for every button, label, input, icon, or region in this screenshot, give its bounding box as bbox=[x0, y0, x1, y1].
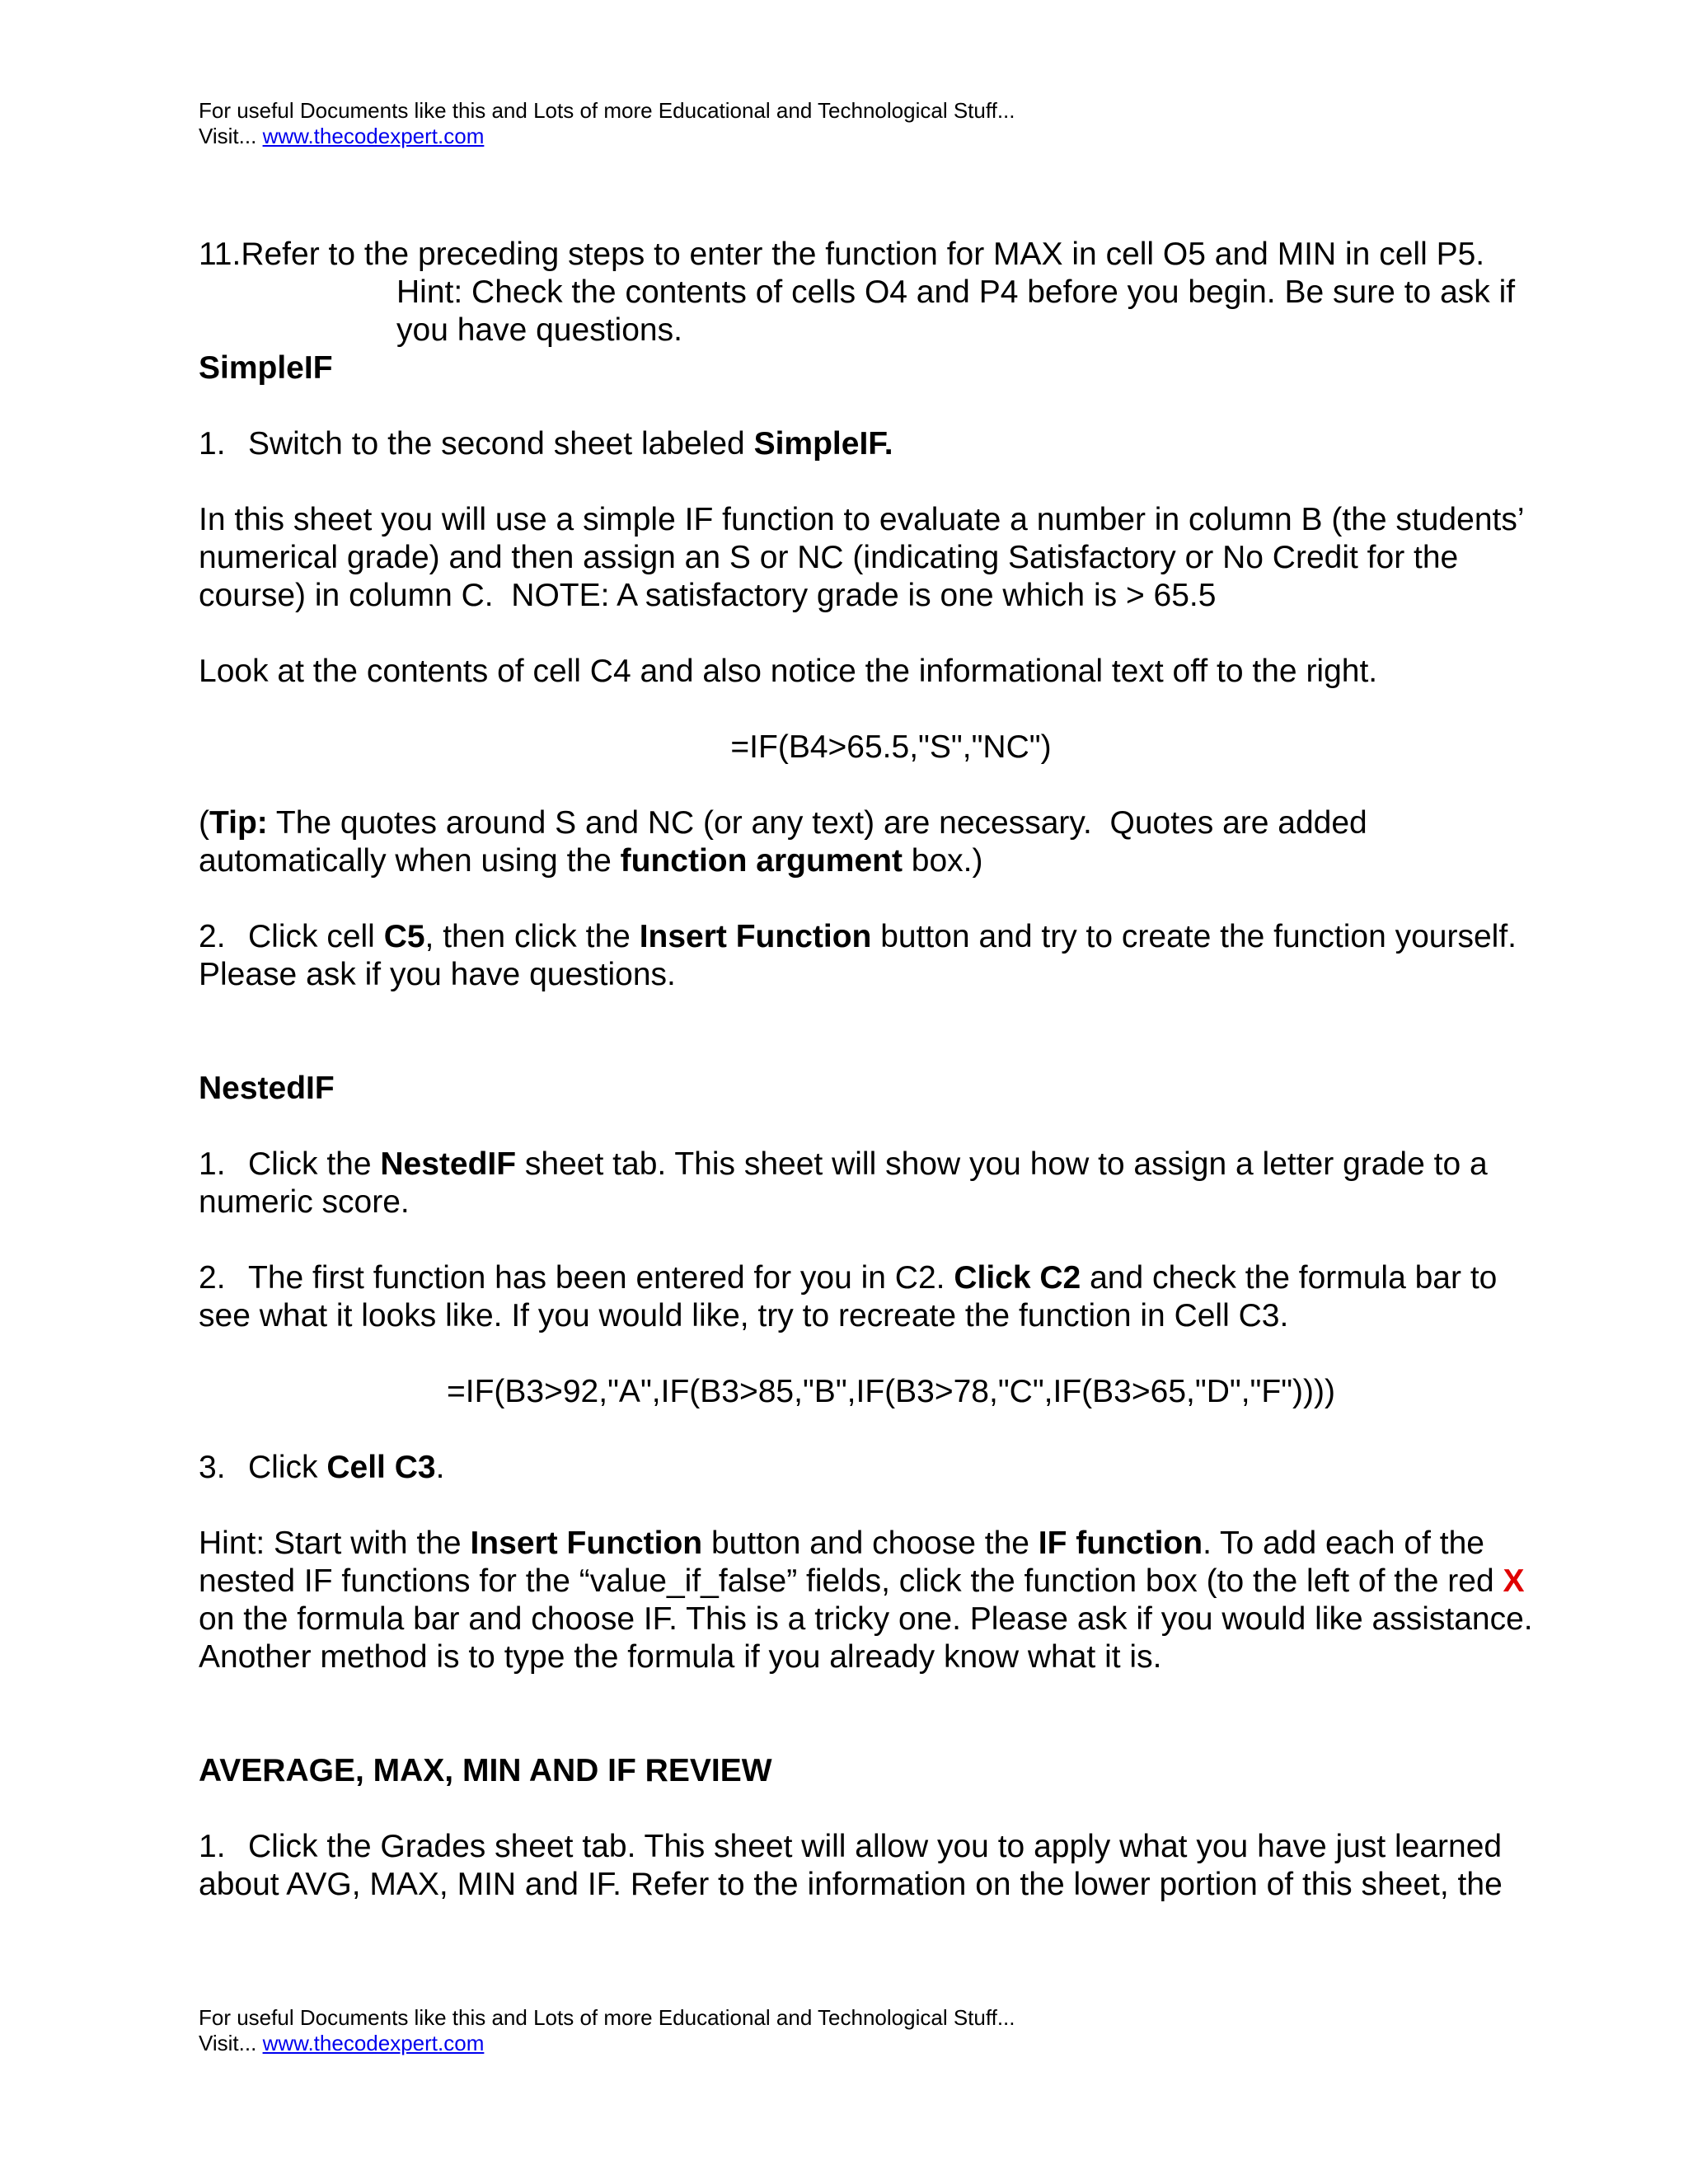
header-visit-label: Visit... bbox=[199, 124, 257, 148]
nestedif-step-1-line-2: numeric score. bbox=[199, 1184, 410, 1220]
simpleif-intro-line-1: In this sheet you will use a simple IF function to evaluate a number in column B (the students’ bbox=[199, 502, 1525, 537]
review-step-1: 1. Click the Grades sheet tab. This sheet will allow you to apply what you have just learned bbox=[199, 1829, 1503, 1864]
page-footer bbox=[199, 2005, 1015, 2056]
step-11 bbox=[199, 236, 1583, 274]
footer-promo-text: For useful Documents like this and Lots of more Educational and Technological Stuff... bbox=[199, 2005, 1015, 2030]
red-x-icon: X bbox=[1503, 1563, 1525, 1599]
simpleif-tip-line-1: (Tip: The quotes around S and NC (or any text) are necessary. Quotes are added bbox=[199, 805, 1367, 841]
footer-website-link[interactable]: www.thecodexpert.com bbox=[262, 2031, 485, 2055]
simpleif-step-1: 1. Switch to the second sheet labeled SimpleIF. bbox=[199, 426, 893, 462]
page-header bbox=[199, 98, 1015, 149]
simpleif-heading: SimpleIF bbox=[199, 350, 333, 386]
nestedif-hint-line-2: nested IF functions for the “value_if_false” fields, click the function box (to the left of the red X bbox=[199, 1563, 1525, 1599]
simpleif-tip-line-2: automatically when using the function argument box.) bbox=[199, 843, 983, 879]
simpleif-look-instruction: Look at the contents of cell C4 and also notice the informational text off to the right. bbox=[199, 654, 1378, 689]
header-promo-text: For useful Documents like this and Lots of more Educational and Technological Stuff... bbox=[199, 98, 1015, 123]
step-11-number: 11. bbox=[199, 237, 241, 272]
footer-visit-label: Visit... bbox=[199, 2031, 257, 2055]
simpleif-step-2: 2. Click cell C5, then click the Insert Function button and try to create the function yourself. bbox=[199, 919, 1517, 954]
nestedif-formula: =IF(B3>92,"A",IF(B3>85,"B",IF(B3>78,"C",IF(B3>65,"D","F")))) bbox=[446, 1374, 1336, 1409]
nestedif-step-3: 3. Click Cell C3. bbox=[199, 1450, 445, 1485]
nestedif-hint-line-1: Hint: Start with the Insert Function button and choose the IF function. To add each of the bbox=[199, 1526, 1484, 1561]
header-visit-line bbox=[199, 124, 1015, 149]
review-heading: AVERAGE, MAX, MIN AND IF REVIEW bbox=[199, 1753, 772, 1788]
nestedif-step-2: 2. The first function has been entered for you in C2. Click C2 and check the formula bar to bbox=[199, 1260, 1498, 1296]
simpleif-step-2-line-2: Please ask if you have questions. bbox=[199, 957, 676, 992]
review-step-1-line-2: about AVG, MAX, MIN and IF. Refer to the information on the lower portion of this sheet, the bbox=[199, 1867, 1503, 1902]
step-11-hint-line-1: Hint: Check the contents of cells O4 and P4 before you begin. Be sure to ask if bbox=[396, 274, 1516, 310]
nestedif-step-1: 1. Click the NestedIF sheet tab. This sheet will show you how to assign a letter grade to a bbox=[199, 1146, 1488, 1182]
nestedif-hint-line-4: Another method is to type the formula if you already know what it is. bbox=[199, 1639, 1162, 1675]
step-11-hint-line-2: you have questions. bbox=[396, 312, 682, 348]
nestedif-heading: NestedIF bbox=[199, 1071, 335, 1106]
nestedif-step-2-line-2: see what it looks like. If you would like, try to recreate the function in Cell C3. bbox=[199, 1298, 1289, 1333]
nestedif-hint-line-3: on the formula bar and choose IF. This is a tricky one. Please ask if you would like assistance. bbox=[199, 1601, 1533, 1637]
header-website-link[interactable]: www.thecodexpert.com bbox=[262, 124, 485, 148]
document-body bbox=[199, 236, 1583, 1904]
simpleif-intro-line-3: course) in column C. NOTE: A satisfactory grade is one which is > 65.5 bbox=[199, 578, 1217, 613]
simpleif-intro-line-2: numerical grade) and then assign an S or NC (indicating Satisfactory or No Credit for the bbox=[199, 540, 1459, 575]
footer-visit-line bbox=[199, 2031, 1015, 2056]
simpleif-formula: =IF(B4>65.5,"S","NC") bbox=[730, 729, 1052, 765]
step-11-text: Refer to the preceding steps to enter the function for MAX in cell O5 and MIN in cell P5. bbox=[241, 237, 1485, 272]
